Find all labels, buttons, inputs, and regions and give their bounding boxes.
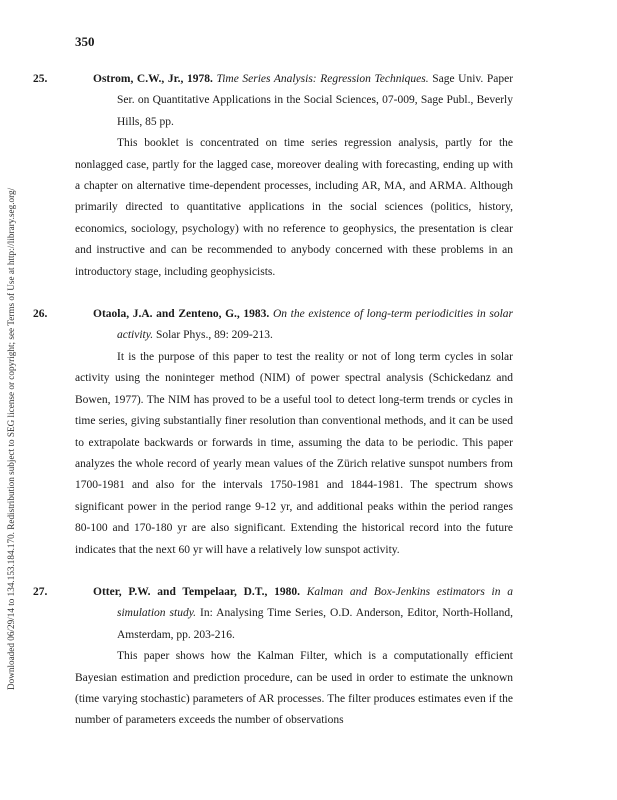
entry-abstract: This booklet is concentrated on time series regression analysis, partly for the nonlagged case, partly for the lagged case, moreover dealing with forecasting, ending up with a chapter on alternative time-dependent processes, including AR, MA, and ARMA. Although primarily directed to quantitative applications in the social sciences (politics, history, economics, sociology, psychology) with no reference to geophysics, the presentation is clear and instructive and can be recommended to anybody concerned with these problems in an introductory stage, including geophysicists. [75, 137, 513, 278]
entry-source: Solar Phys., 89: 209-213. [155, 329, 273, 342]
entry-authors: Otter, P.W. and Tempelaar, D.T., 1980. [93, 585, 300, 598]
bibliography-body [33, 69, 514, 753]
download-watermark: Downloaded 06/29/14 to 134.153.184.170. Redistribution subject to SEG license or copyright; see Terms of Use at http://library.seg.org/ [6, 187, 16, 690]
entry-authors: Ostrom, C.W., Jr., 1978. [93, 73, 213, 85]
entry-title: Kalman and Box-Jenkins estimators in a simulation study. [117, 585, 514, 620]
citation: 25. Ostrom, C.W., Jr., 1978. Time Series Analysis: Regression Techniques. Sage Univ. Paper Ser. on Quantitative Applications in the Social Sciences, 07-009, Sage Publ., Beverly Hills, 85 pp. [33, 73, 514, 128]
entry-title: Time Series Analysis: Regression Techniques. [216, 73, 429, 85]
entry-abstract: This paper shows how the Kalman Filter, which is a computationally efficient Bayesian estimation and prediction procedure, can be used in order to estimate the unknown (time varying stochastic) parameters of AR processes. The filter produces estimates even if the number of parameters exceeds the number of observations [75, 650, 513, 727]
entry-abstract: It is the purpose of this paper to test the reality or not of long term cycles in solar activity using the noninteger method (NIM) of power spectral analysis (Schickedanz and Bowen, 1977). The NIM has proved to be a useful tool to detect long-term trends or cycles in time series, giving substantially finer resolution than conventional methods, and it can be used to extrapolate backwards or forwards in time, assuming the data to be periodic. This paper analyzes the whole record of yearly mean values of the Zürich relative sunspot numbers from 1700-1981 and also for the intervals 1750-1981 and 1844-1981. The spectrum shows significant power in the period range 9-12 yr, and additional peaks within the period ranges 80-100 and 170-180 yr are also significant. Extending the historical record into the future indicates that the next 60 yr will have a relatively low sunspot activity. [75, 350, 513, 556]
entry-source: Sage Univ. Paper Ser. on Quantitative Applications in the Social Sciences, 07-009, Sage Publ., Beverly Hills, 85 pp. [117, 73, 514, 128]
bibliography-entry-26 [33, 304, 514, 561]
bibliography-entry-27 [33, 582, 514, 732]
citation: 27. Otter, P.W. and Tempelaar, D.T., 1980. Kalman and Box-Jenkins estimators in a simulation study. In: Analysing Time Series, O.D. Anderson, Editor, North-Holland, Amsterdam, pp. 203-216. [33, 585, 514, 641]
entry-title: On the existence of long-term periodicities in solar activity. [117, 308, 514, 342]
entry-authors: Otaola, J.A. and Zenteno, G., 1983. [93, 308, 270, 321]
bibliography-entry-25 [33, 69, 514, 283]
page-number: 350 [75, 34, 95, 49]
citation: 26. Otaola, J.A. and Zenteno, G., 1983. On the existence of long-term periodicities in solar activity. Solar Phys., 89: 209-213. [33, 308, 514, 342]
entry-source: In: Analysing Time Series, O.D. Anderson, Editor, North-Holland, Amsterdam, pp. 203-216. [117, 607, 514, 641]
